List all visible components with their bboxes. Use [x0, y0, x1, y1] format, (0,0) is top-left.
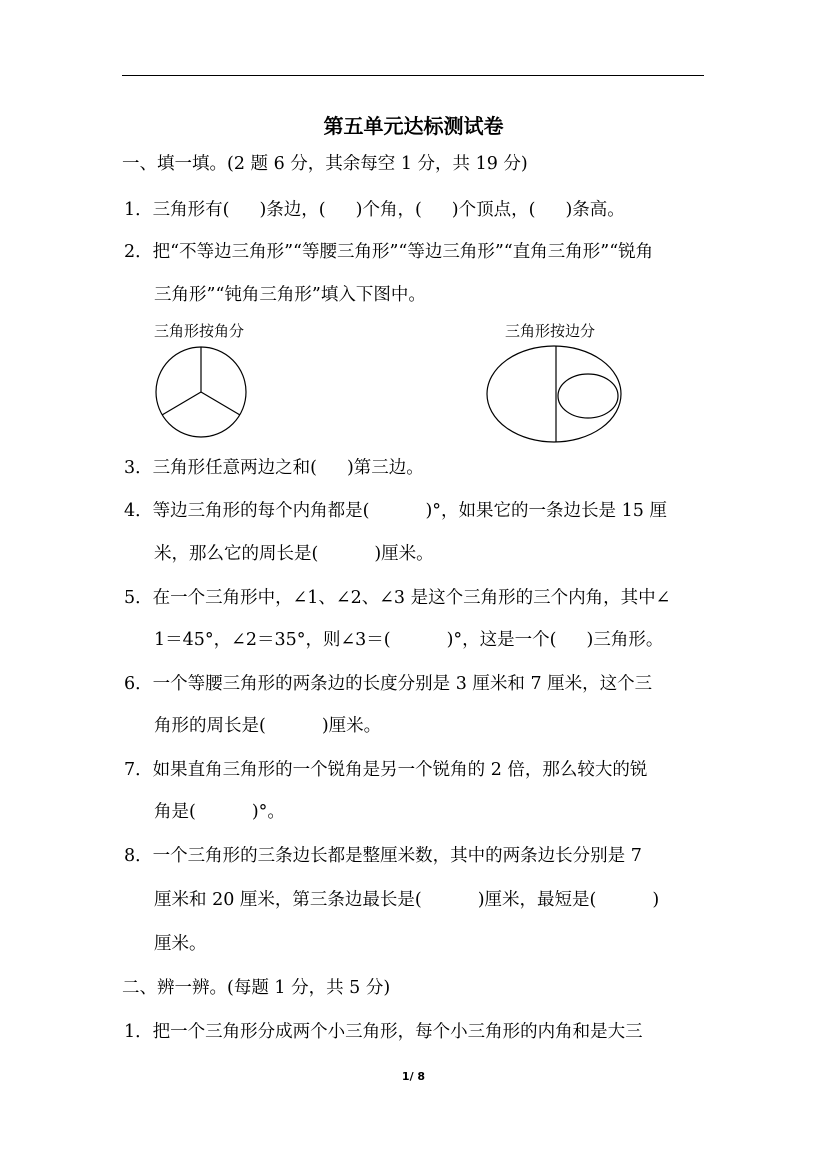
page-number: 1/ 8 [401, 1070, 426, 1083]
side-classification-ellipse [486, 344, 622, 444]
section1-heading: 一、填一填。(2 题 6 分，其余每空 1 分，共 19 分) [122, 154, 528, 174]
question-6-line2: 角形的周长是( )厘米。 [154, 716, 382, 736]
angle-classification-circle [154, 345, 250, 441]
question-5-line2: 1＝45°，∠2＝35°，则∠3＝( )°，这是一个( )三角形。 [154, 630, 664, 650]
question-7-line2: 角是( )°。 [154, 802, 285, 822]
section2-heading: 二、辨一辨。(每题 1 分，共 5 分) [122, 978, 391, 998]
question-5-line1: 5．在一个三角形中，∠1、∠2、∠3 是这个三角形的三个内角，其中∠ [124, 588, 671, 608]
question-6-line1: 6．一个等腰三角形的两条边的长度分别是 3 厘米和 7 厘米，这个三 [124, 674, 653, 694]
question-2-line2: 三角形”“钝角三角形”填入下图中。 [154, 285, 426, 305]
question-4-line2: 米，那么它的周长是( )厘米。 [154, 544, 434, 564]
page-title: 第五单元达标测试卷 [323, 114, 504, 138]
question-8-line3: 厘米。 [154, 934, 207, 954]
diagram-left-label: 三角形按角分 [154, 322, 245, 340]
question-2-line1: 2．把“不等边三角形”“等腰三角形”“等边三角形”“直角三角形”“锐角 [124, 242, 654, 262]
question-7-line1: 7．如果直角三角形的一个锐角是另一个锐角的 2 倍，那么较大的锐 [124, 760, 648, 780]
question-8-line2: 厘米和 20 厘米，第三条边最长是( )厘米，最短是( ) [154, 890, 660, 910]
header-rule [122, 75, 704, 76]
question-4-line1: 4．等边三角形的每个内角都是( )°，如果它的一条边长是 15 厘 [124, 501, 667, 521]
diagram-right-label: 三角形按边分 [505, 322, 596, 340]
section2-question-1-line1: 1．把一个三角形分成两个小三角形，每个小三角形的内角和是大三 [124, 1022, 643, 1042]
question-3: 3．三角形任意两边之和( )第三边。 [124, 458, 424, 478]
question-1: 1．三角形有( )条边，( )个角，( )个顶点，( )条高。 [124, 200, 625, 220]
question-8-line1: 8．一个三角形的三条边长都是整厘米数，其中的两条边长分别是 7 [124, 846, 642, 866]
